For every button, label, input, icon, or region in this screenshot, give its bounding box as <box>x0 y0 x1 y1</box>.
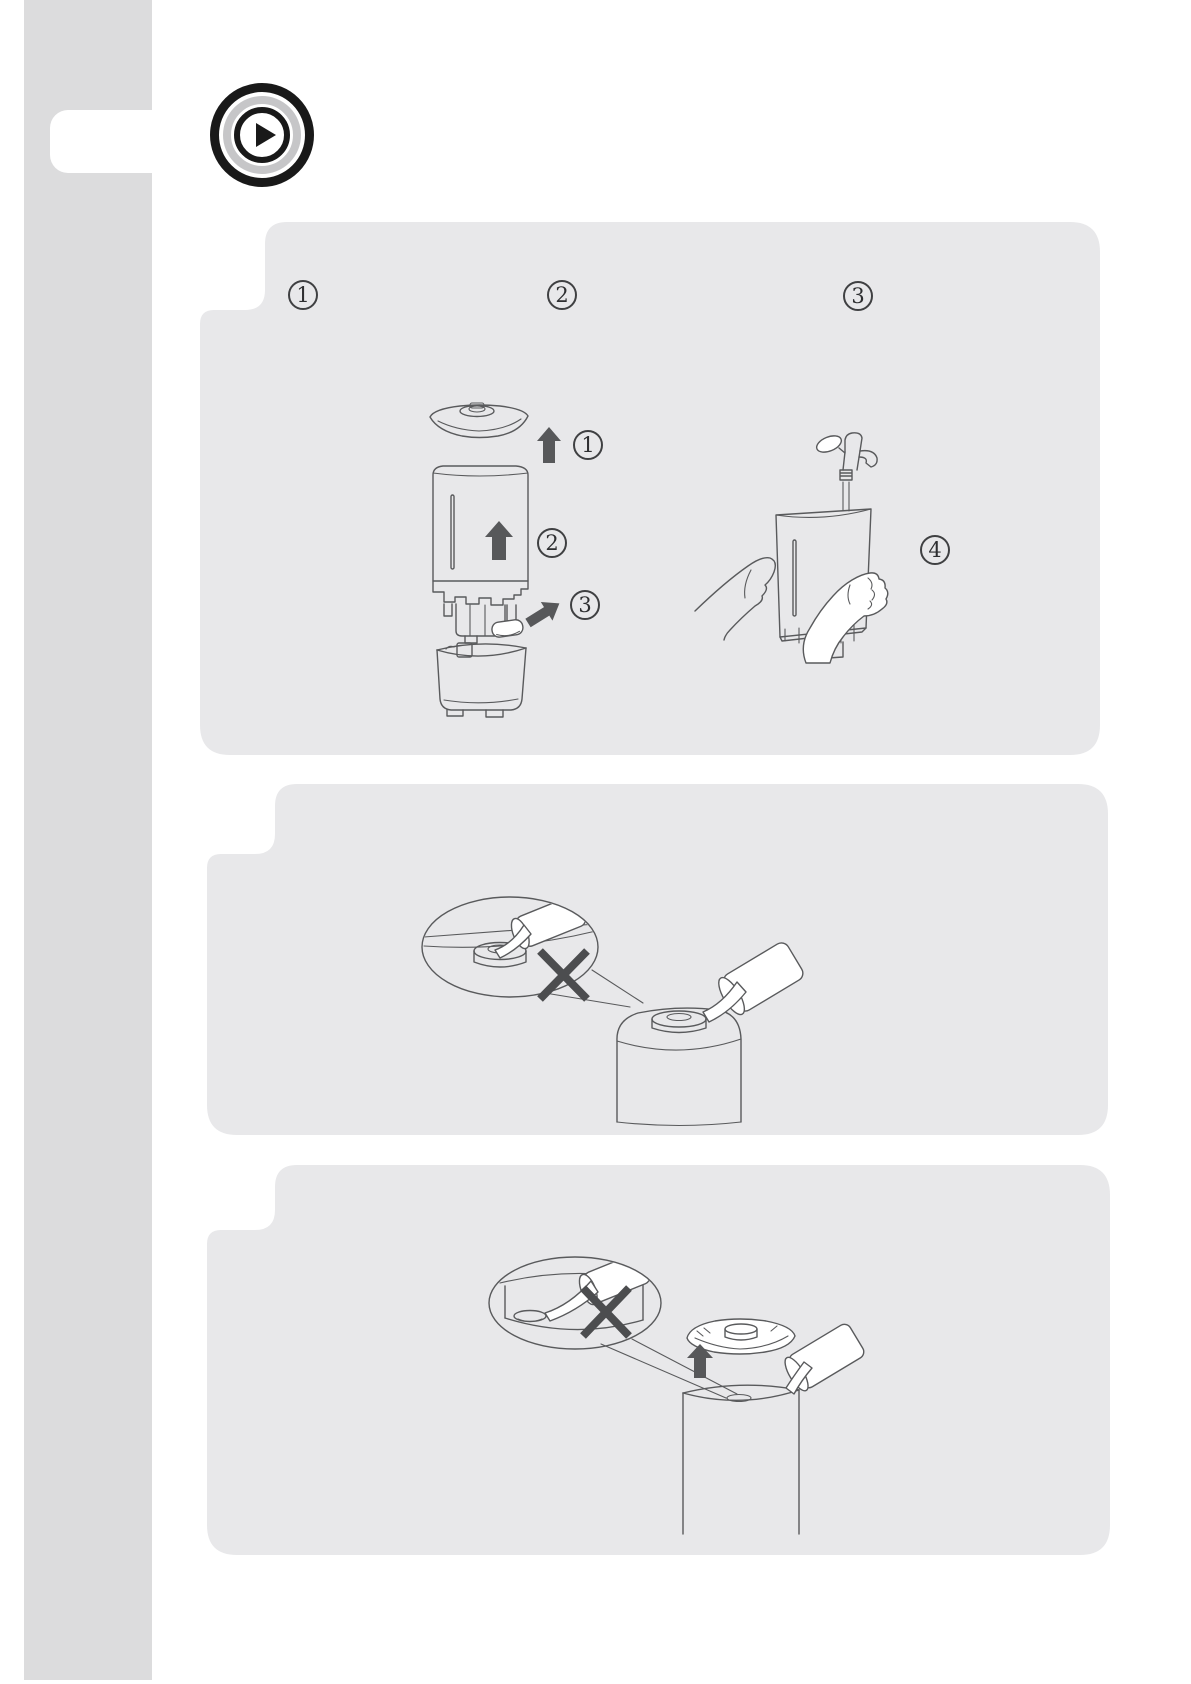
diagram-step-3 <box>570 590 600 620</box>
step-number-label: 3 <box>578 592 592 617</box>
panel1-header-step-1 <box>288 280 318 310</box>
step-number-label: 2 <box>555 282 569 307</box>
panel-2-background <box>207 784 1108 1135</box>
panel1-header-step-3 <box>843 281 873 311</box>
diagram-step-2 <box>537 528 567 558</box>
panel-1-background <box>200 222 1100 755</box>
diagram-step-4 <box>920 535 950 565</box>
diagram-step-1 <box>573 430 603 460</box>
step-number-label: 2 <box>545 530 559 555</box>
panel1-header-step-2 <box>547 280 577 310</box>
step-number-label: 1 <box>296 282 310 307</box>
step-number-label: 1 <box>581 432 595 457</box>
step-number-label: 3 <box>851 283 865 308</box>
step-number-label: 4 <box>928 537 942 562</box>
panel-3-background <box>207 1165 1110 1555</box>
